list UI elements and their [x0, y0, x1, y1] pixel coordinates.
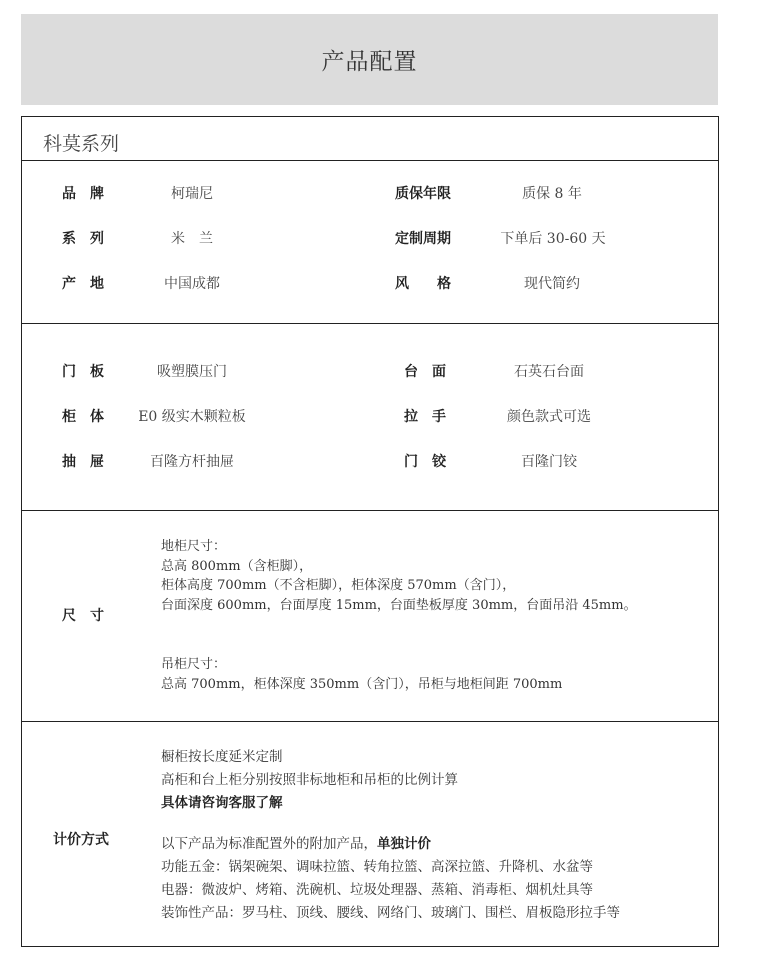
- door-label: 门 板: [62, 364, 104, 380]
- base-line-2: 柜体高度 700mm（不含柜脚），柜体深度 570mm（含门），: [161, 578, 516, 593]
- series-value: 米 兰: [171, 231, 213, 247]
- pricing-block-2: [161, 833, 620, 925]
- door-value: 吸塑膜压门: [157, 364, 227, 380]
- style-value: 现代简约: [524, 276, 580, 292]
- wall-title: 吊柜尺寸：: [161, 657, 227, 672]
- hinge-value: 百隆门铰: [521, 454, 577, 470]
- handle-label: 拉 手: [404, 409, 446, 425]
- origin-label: 产 地: [62, 276, 104, 292]
- page-title: 产品配置: [321, 49, 418, 75]
- pricing-line-1: 橱柜按长度延米定制: [161, 749, 283, 765]
- pricing-line-4-prefix: 以下产品为标准配置外的附加产品，: [161, 836, 377, 852]
- wall-cabinet-dimensions: [161, 655, 562, 694]
- warranty-value: 质保 8 年: [522, 186, 582, 202]
- base-cabinet-dimensions: [161, 537, 637, 615]
- pricing-line-5: 功能五金：锅架碗架、调味拉篮、转角拉篮、高深拉篮、升降机、水盆等: [161, 859, 593, 875]
- dimensions-label: 尺 寸: [62, 608, 104, 624]
- page-header: [21, 14, 718, 105]
- body-label: 柜 体: [62, 409, 104, 425]
- spec-table: [21, 116, 719, 947]
- divider: [22, 323, 718, 324]
- divider: [22, 160, 718, 161]
- base-line-1: 总高 800mm（含柜脚），: [161, 558, 313, 574]
- hinge-label: 门 铰: [404, 454, 446, 470]
- handle-value: 颜色款式可选: [507, 409, 591, 425]
- pricing-block-1: [161, 746, 458, 815]
- brand-label: 品 牌: [62, 186, 104, 202]
- pricing-line-3: 具体请咨询客服了解: [161, 795, 283, 811]
- series-title: 科莫系列: [43, 133, 120, 155]
- body-value: E0 级实木颗粒板: [138, 409, 246, 425]
- base-line-3: 台面深度 600mm，台面厚度 15mm，台面垫板厚度 30mm，台面吊沿 45mm。: [161, 597, 637, 613]
- divider: [22, 510, 718, 511]
- origin-value: 中国成都: [164, 276, 220, 292]
- cycle-label: 定制周期: [395, 231, 451, 247]
- top-label: 台 面: [404, 364, 446, 380]
- base-title: 地柜尺寸：: [161, 539, 227, 554]
- series-label: 系 列: [62, 231, 104, 247]
- drawer-label: 抽 屉: [62, 454, 104, 470]
- divider: [22, 721, 718, 722]
- pricing-line-6: 电器：微波炉、烤箱、洗碗机、垃圾处理器、蒸箱、消毒柜、烟机灶具等: [161, 882, 593, 898]
- pricing-line-2: 高柜和台上柜分别按照非标地柜和吊柜的比例计算: [161, 772, 458, 788]
- wall-line-1: 总高 700mm，柜体深度 350mm（含门），吊柜与地柜间距 700mm: [161, 676, 563, 692]
- brand-value: 柯瑞尼: [171, 186, 213, 202]
- drawer-value: 百隆方杆抽屉: [150, 454, 234, 470]
- warranty-label: 质保年限: [395, 186, 451, 202]
- style-label: 风 格: [395, 276, 451, 292]
- pricing-line-7: 装饰性产品：罗马柱、顶线、腰线、网络门、玻璃门、围栏、眉板隐形拉手等: [161, 905, 620, 921]
- pricing-label: 计价方式: [53, 832, 109, 848]
- cycle-value: 下单后 30-60 天: [500, 231, 606, 247]
- top-value: 石英石台面: [514, 364, 584, 380]
- pricing-line-4: [161, 833, 620, 856]
- pricing-line-4-bold: 单独计价: [377, 836, 431, 852]
